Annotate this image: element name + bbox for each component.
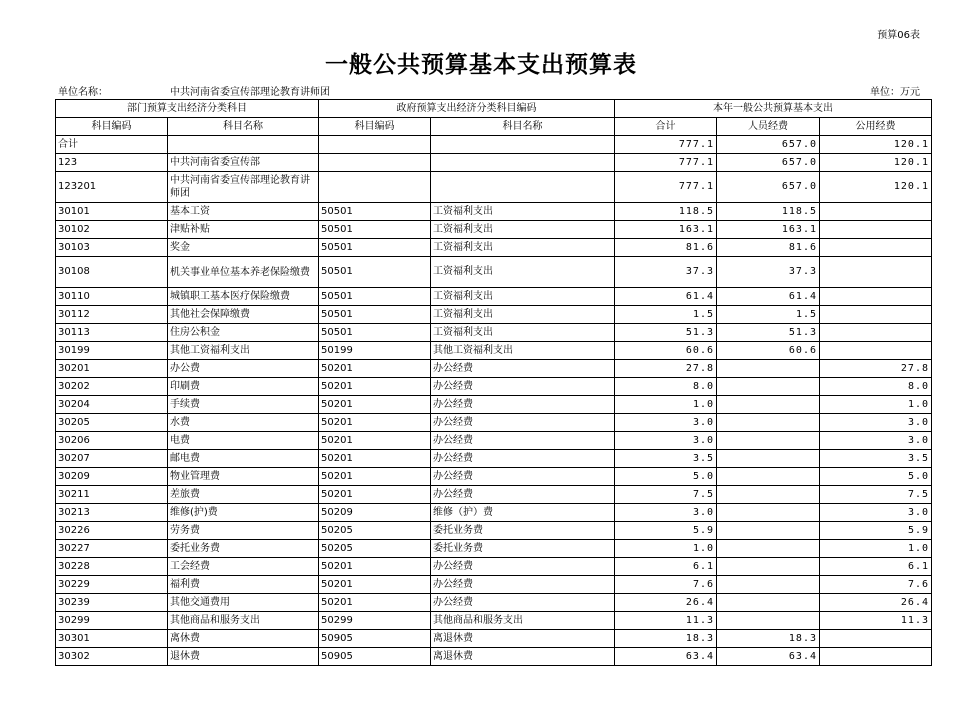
public-cell: 27.8 xyxy=(820,360,932,378)
column-header: 公用经费 xyxy=(820,118,932,136)
gov-code-cell: 50201 xyxy=(319,558,431,576)
gov-name-cell xyxy=(431,172,615,203)
personnel-cell: 37.3 xyxy=(717,257,820,288)
personnel-cell: 81.6 xyxy=(717,239,820,257)
dept-name-cell: 福利费 xyxy=(168,576,319,594)
total-cell: 26.4 xyxy=(615,594,717,612)
public-cell: 3.0 xyxy=(820,432,932,450)
organization-name: 中共河南省委宣传部理论教育讲师团 xyxy=(170,87,330,98)
gov-name-cell: 委托业务费 xyxy=(431,522,615,540)
dept-code-cell: 30103 xyxy=(56,239,168,257)
gov-name-cell: 办公经费 xyxy=(431,414,615,432)
table-row xyxy=(56,203,932,221)
table-row xyxy=(56,239,932,257)
header-group-gov: 政府预算支出经济分类科目编码 xyxy=(319,100,615,118)
table-row xyxy=(56,414,932,432)
dept-name-cell: 离休费 xyxy=(168,630,319,648)
total-cell: 3.0 xyxy=(615,414,717,432)
table-row xyxy=(56,154,932,172)
table-row xyxy=(56,612,932,630)
gov-name-cell: 工资福利支出 xyxy=(431,239,615,257)
gov-name-cell: 办公经费 xyxy=(431,432,615,450)
total-cell: 118.5 xyxy=(615,203,717,221)
dept-code-cell: 30101 xyxy=(56,203,168,221)
dept-name-cell: 奖金 xyxy=(168,239,319,257)
personnel-cell: 60.6 xyxy=(717,342,820,360)
public-cell: 8.0 xyxy=(820,378,932,396)
personnel-cell: 51.3 xyxy=(717,324,820,342)
dept-name-cell: 委托业务费 xyxy=(168,540,319,558)
dept-code-cell: 30226 xyxy=(56,522,168,540)
personnel-cell: 118.5 xyxy=(717,203,820,221)
unit-info-row xyxy=(56,83,922,97)
table-row xyxy=(56,522,932,540)
column-header: 科目编码 xyxy=(319,118,431,136)
dept-name-cell: 邮电费 xyxy=(168,450,319,468)
table-row xyxy=(56,396,932,414)
column-header: 合计 xyxy=(615,118,717,136)
personnel-cell xyxy=(717,612,820,630)
gov-code-cell: 50205 xyxy=(319,522,431,540)
table-row xyxy=(56,576,932,594)
table-row xyxy=(56,648,932,666)
public-cell: 3.0 xyxy=(820,414,932,432)
dept-name-cell: 劳务费 xyxy=(168,522,319,540)
gov-name-cell: 办公经费 xyxy=(431,468,615,486)
total-cell: 6.1 xyxy=(615,558,717,576)
gov-code-cell: 50205 xyxy=(319,540,431,558)
personnel-cell xyxy=(717,540,820,558)
total-cell: 777.1 xyxy=(615,154,717,172)
gov-code-cell: 50201 xyxy=(319,378,431,396)
public-cell xyxy=(820,239,932,257)
dept-name-cell: 其他交通费用 xyxy=(168,594,319,612)
gov-code-cell: 50201 xyxy=(319,360,431,378)
total-cell: 5.9 xyxy=(615,522,717,540)
gov-code-cell: 50201 xyxy=(319,396,431,414)
total-cell: 81.6 xyxy=(615,239,717,257)
personnel-cell xyxy=(717,414,820,432)
total-cell: 60.6 xyxy=(615,342,717,360)
gov-name-cell: 办公经费 xyxy=(431,378,615,396)
total-cell: 7.5 xyxy=(615,486,717,504)
gov-code-cell: 50501 xyxy=(319,288,431,306)
table-row xyxy=(56,432,932,450)
gov-code-cell xyxy=(319,172,431,203)
dept-code-cell: 合计 xyxy=(56,136,168,154)
dept-name-cell: 物业管理费 xyxy=(168,468,319,486)
dept-code-cell: 30108 xyxy=(56,257,168,288)
dept-name-cell: 退休费 xyxy=(168,648,319,666)
dept-name-cell: 维修(护)费 xyxy=(168,504,319,522)
public-cell: 3.0 xyxy=(820,504,932,522)
total-cell: 1.5 xyxy=(615,306,717,324)
personnel-cell xyxy=(717,378,820,396)
dept-code-cell: 30301 xyxy=(56,630,168,648)
dept-name-cell: 津贴补贴 xyxy=(168,221,319,239)
total-cell: 3.5 xyxy=(615,450,717,468)
gov-name-cell: 办公经费 xyxy=(431,360,615,378)
personnel-cell: 163.1 xyxy=(717,221,820,239)
personnel-cell: 18.3 xyxy=(717,630,820,648)
personnel-cell xyxy=(717,576,820,594)
header-group-budget: 本年一般公共预算基本支出 xyxy=(615,100,932,118)
gov-name-cell: 办公经费 xyxy=(431,396,615,414)
total-cell: 61.4 xyxy=(615,288,717,306)
dept-name-cell: 办公费 xyxy=(168,360,319,378)
budget-table xyxy=(55,99,932,666)
table-row xyxy=(56,136,932,154)
total-cell: 11.3 xyxy=(615,612,717,630)
table-row xyxy=(56,468,932,486)
personnel-cell: 657.0 xyxy=(717,136,820,154)
total-cell: 7.6 xyxy=(615,576,717,594)
dept-code-cell: 30209 xyxy=(56,468,168,486)
personnel-cell: 657.0 xyxy=(717,172,820,203)
dept-code-cell: 30213 xyxy=(56,504,168,522)
dept-name-cell xyxy=(168,136,319,154)
table-row xyxy=(56,324,932,342)
gov-code-cell: 50905 xyxy=(319,648,431,666)
public-cell xyxy=(820,257,932,288)
public-cell: 3.5 xyxy=(820,450,932,468)
public-cell xyxy=(820,221,932,239)
public-cell: 120.1 xyxy=(820,136,932,154)
dept-name-cell: 中共河南省委宣传部 xyxy=(168,154,319,172)
table-row xyxy=(56,288,932,306)
table-row xyxy=(56,221,932,239)
dept-code-cell: 30113 xyxy=(56,324,168,342)
dept-code-cell: 30227 xyxy=(56,540,168,558)
table-row xyxy=(56,630,932,648)
gov-code-cell: 50201 xyxy=(319,486,431,504)
gov-name-cell: 工资福利支出 xyxy=(431,324,615,342)
personnel-cell xyxy=(717,450,820,468)
dept-name-cell: 住房公积金 xyxy=(168,324,319,342)
gov-code-cell: 50209 xyxy=(319,504,431,522)
personnel-cell xyxy=(717,594,820,612)
personnel-cell xyxy=(717,522,820,540)
public-cell: 120.1 xyxy=(820,172,932,203)
column-header: 科目编码 xyxy=(56,118,168,136)
gov-name-cell: 办公经费 xyxy=(431,486,615,504)
column-header: 人员经费 xyxy=(717,118,820,136)
gov-code-cell: 50299 xyxy=(319,612,431,630)
header-row xyxy=(56,118,932,136)
table-row xyxy=(56,540,932,558)
gov-name-cell: 委托业务费 xyxy=(431,540,615,558)
personnel-cell xyxy=(717,360,820,378)
gov-code-cell: 50501 xyxy=(319,306,431,324)
gov-name-cell: 办公经费 xyxy=(431,558,615,576)
dept-code-cell: 30206 xyxy=(56,432,168,450)
public-cell: 7.5 xyxy=(820,486,932,504)
gov-code-cell: 50501 xyxy=(319,221,431,239)
table-row xyxy=(56,378,932,396)
gov-code-cell: 50501 xyxy=(319,203,431,221)
gov-code-cell: 50201 xyxy=(319,576,431,594)
personnel-cell xyxy=(717,504,820,522)
dept-name-cell: 手续费 xyxy=(168,396,319,414)
dept-name-cell: 基本工资 xyxy=(168,203,319,221)
dept-code-cell: 30205 xyxy=(56,414,168,432)
public-cell: 11.3 xyxy=(820,612,932,630)
gov-code-cell xyxy=(319,136,431,154)
dept-code-cell: 30110 xyxy=(56,288,168,306)
dept-name-cell: 其他工资福利支出 xyxy=(168,342,319,360)
personnel-cell xyxy=(717,432,820,450)
dept-name-cell: 工会经费 xyxy=(168,558,319,576)
total-cell: 27.8 xyxy=(615,360,717,378)
dept-name-cell: 水费 xyxy=(168,414,319,432)
gov-code-cell: 50501 xyxy=(319,239,431,257)
gov-code-cell: 50501 xyxy=(319,324,431,342)
table-row xyxy=(56,594,932,612)
total-cell: 777.1 xyxy=(615,136,717,154)
public-cell xyxy=(820,203,932,221)
dept-code-cell: 30202 xyxy=(56,378,168,396)
gov-name-cell: 离退休费 xyxy=(431,630,615,648)
personnel-cell xyxy=(717,486,820,504)
page-title: 一般公共预算基本支出预算表 xyxy=(325,51,637,78)
public-cell xyxy=(820,324,932,342)
table-row xyxy=(56,306,932,324)
table-row xyxy=(56,450,932,468)
dept-name-cell: 城镇职工基本医疗保险缴费 xyxy=(168,288,319,306)
gov-name-cell: 工资福利支出 xyxy=(431,257,615,288)
public-cell: 1.0 xyxy=(820,540,932,558)
gov-code-cell: 50201 xyxy=(319,450,431,468)
gov-code-cell: 50905 xyxy=(319,630,431,648)
public-cell: 1.0 xyxy=(820,396,932,414)
gov-code-cell xyxy=(319,154,431,172)
gov-name-cell: 其他工资福利支出 xyxy=(431,342,615,360)
dept-name-cell: 差旅费 xyxy=(168,486,319,504)
public-cell xyxy=(820,306,932,324)
gov-name-cell: 离退休费 xyxy=(431,648,615,666)
public-cell xyxy=(820,342,932,360)
gov-code-cell: 50201 xyxy=(319,432,431,450)
total-cell: 51.3 xyxy=(615,324,717,342)
gov-name-cell: 办公经费 xyxy=(431,576,615,594)
gov-name-cell xyxy=(431,136,615,154)
public-cell xyxy=(820,630,932,648)
gov-code-cell: 50201 xyxy=(319,594,431,612)
public-cell: 6.1 xyxy=(820,558,932,576)
gov-code-cell: 50201 xyxy=(319,414,431,432)
personnel-cell: 1.5 xyxy=(717,306,820,324)
dept-code-cell: 30199 xyxy=(56,342,168,360)
public-cell xyxy=(820,288,932,306)
total-cell: 3.0 xyxy=(615,432,717,450)
form-number: 预算06表 xyxy=(877,30,920,41)
gov-code-cell: 50201 xyxy=(319,468,431,486)
total-cell: 163.1 xyxy=(615,221,717,239)
column-header: 科目名称 xyxy=(431,118,615,136)
personnel-cell xyxy=(717,396,820,414)
gov-code-cell: 50501 xyxy=(319,257,431,288)
gov-name-cell: 维修（护）费 xyxy=(431,504,615,522)
dept-name-cell: 电费 xyxy=(168,432,319,450)
dept-code-cell: 30302 xyxy=(56,648,168,666)
dept-code-cell: 30229 xyxy=(56,576,168,594)
unit-name-label: 单位名称： xyxy=(58,87,108,98)
gov-name-cell: 办公经费 xyxy=(431,450,615,468)
dept-code-cell: 123201 xyxy=(56,172,168,203)
public-cell: 26.4 xyxy=(820,594,932,612)
total-cell: 37.3 xyxy=(615,257,717,288)
dept-code-cell: 30239 xyxy=(56,594,168,612)
personnel-cell xyxy=(717,468,820,486)
public-cell: 5.0 xyxy=(820,468,932,486)
total-cell: 1.0 xyxy=(615,540,717,558)
dept-code-cell: 30207 xyxy=(56,450,168,468)
public-cell: 120.1 xyxy=(820,154,932,172)
public-cell: 7.6 xyxy=(820,576,932,594)
dept-code-cell: 123 xyxy=(56,154,168,172)
gov-name-cell: 工资福利支出 xyxy=(431,288,615,306)
dept-code-cell: 30201 xyxy=(56,360,168,378)
personnel-cell xyxy=(717,558,820,576)
gov-code-cell: 50199 xyxy=(319,342,431,360)
total-cell: 63.4 xyxy=(615,648,717,666)
public-cell: 5.9 xyxy=(820,522,932,540)
dept-code-cell: 30228 xyxy=(56,558,168,576)
table-row xyxy=(56,342,932,360)
header-group-dept: 部门预算支出经济分类科目 xyxy=(56,100,319,118)
dept-name-cell: 印刷费 xyxy=(168,378,319,396)
dept-name-cell: 中共河南省委宣传部理论教育讲师团 xyxy=(168,172,319,203)
dept-name-cell: 其他商品和服务支出 xyxy=(168,612,319,630)
total-cell: 1.0 xyxy=(615,396,717,414)
personnel-cell: 63.4 xyxy=(717,648,820,666)
table-row xyxy=(56,360,932,378)
dept-name-cell: 机关事业单位基本养老保险缴费 xyxy=(168,257,319,288)
dept-code-cell: 30299 xyxy=(56,612,168,630)
gov-name-cell: 办公经费 xyxy=(431,594,615,612)
gov-name-cell: 工资福利支出 xyxy=(431,221,615,239)
gov-name-cell: 其他商品和服务支出 xyxy=(431,612,615,630)
total-cell: 18.3 xyxy=(615,630,717,648)
total-cell: 5.0 xyxy=(615,468,717,486)
table-row xyxy=(56,172,932,203)
table-row xyxy=(56,486,932,504)
total-cell: 8.0 xyxy=(615,378,717,396)
total-cell: 3.0 xyxy=(615,504,717,522)
personnel-cell: 61.4 xyxy=(717,288,820,306)
dept-name-cell: 其他社会保障缴费 xyxy=(168,306,319,324)
gov-name-cell: 工资福利支出 xyxy=(431,306,615,324)
personnel-cell: 657.0 xyxy=(717,154,820,172)
dept-code-cell: 30204 xyxy=(56,396,168,414)
dept-code-cell: 30102 xyxy=(56,221,168,239)
header-group-row xyxy=(56,100,932,118)
column-header: 科目名称 xyxy=(168,118,319,136)
table-row xyxy=(56,504,932,522)
dept-code-cell: 30211 xyxy=(56,486,168,504)
table-row xyxy=(56,257,932,288)
gov-name-cell: 工资福利支出 xyxy=(431,203,615,221)
dept-code-cell: 30112 xyxy=(56,306,168,324)
currency-unit: 单位：万元 xyxy=(870,87,920,98)
public-cell xyxy=(820,648,932,666)
total-cell: 777.1 xyxy=(615,172,717,203)
gov-name-cell xyxy=(431,154,615,172)
table-row xyxy=(56,558,932,576)
